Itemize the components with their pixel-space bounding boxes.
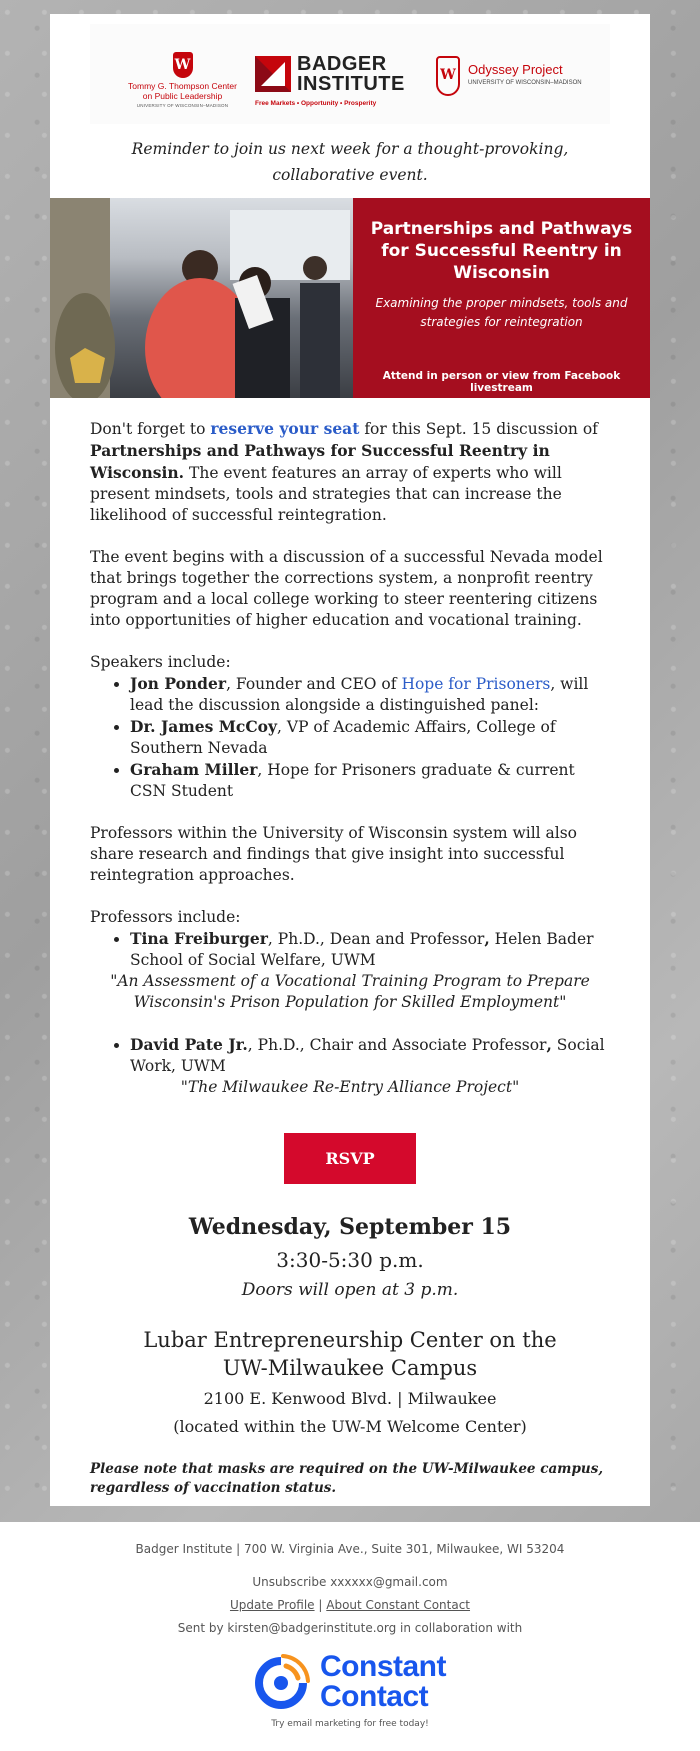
footer-links xyxy=(0,1598,700,1612)
speakers-list xyxy=(90,673,610,802)
professor-item xyxy=(130,1034,610,1077)
venue-location-note: (located within the UW-M Welcome Center) xyxy=(173,1417,527,1436)
cc-tagline: Try email marketing for free today! xyxy=(271,1719,429,1729)
footer-sent-by: Sent by kirsten@badgerinstitute.org in collaboration with xyxy=(177,1621,523,1635)
odyssey-sub: UNIVERSITY OF WISCONSIN–MADISON xyxy=(468,80,582,86)
cc-line2: Contact xyxy=(320,1680,429,1713)
cc-line1: Constant xyxy=(320,1650,446,1683)
email-body xyxy=(90,418,610,1098)
professor-title: , Ph.D., Dean and Professor xyxy=(267,930,485,948)
hero-panel xyxy=(353,198,650,398)
footer-separator: | xyxy=(318,1598,323,1612)
speaker-item xyxy=(130,673,610,716)
professor-name: David Pate Jr. xyxy=(130,1035,248,1054)
event-date: Wednesday, September 15 xyxy=(188,1214,512,1240)
uw-crest-icon: W xyxy=(173,52,193,78)
hero-title: Partnerships and Pathways for Successful Reentry in Wisconsin xyxy=(370,219,633,283)
about-constant-contact-link[interactable]: About Constant Contact xyxy=(326,1598,471,1612)
professors-intro: Professors include: xyxy=(90,908,241,926)
masks-note: Please note that masks are required on the UW-Milwaukee campus, regardless of vaccination status. xyxy=(90,1461,604,1496)
professors-paragraph: Professors within the University of Wisconsin system will also share research and findings that give insight into successful reintegration approaches. xyxy=(90,824,578,884)
event-photo-illustration xyxy=(50,198,353,398)
professor-quote: "An Assessment of a Vocational Training Program to Prepare Wisconsin's Prison Population for Skilled Employment" xyxy=(110,972,590,1011)
badger-title xyxy=(297,54,405,94)
venue-address: 2100 E. Kenwood Blvd. | Milwaukee xyxy=(203,1389,497,1408)
speaker-name: Jon Ponder xyxy=(130,674,227,693)
speaker-name: Graham Miller xyxy=(130,760,258,779)
thompson-center-logo xyxy=(120,52,245,108)
speaker-item xyxy=(130,716,610,759)
p1-text-b: for this Sept. 15 discussion of xyxy=(359,420,598,438)
constant-contact-wordmark xyxy=(320,1652,446,1712)
event-name-bold: Partnerships and Pathways for Successful Reentry in Wisconsin. xyxy=(90,441,550,482)
speaker-desc: , Hope for Prisoners graduate & current CSN Student xyxy=(130,761,575,800)
odyssey-name: Odyssey Project xyxy=(468,62,563,77)
badger-line1: BADGER xyxy=(297,53,387,75)
p1-text-c: The event features an array of experts who will present mindsets, tools and strategies that can increase the likelihood of successful reintegration. xyxy=(90,464,562,524)
unsubscribe-link[interactable]: Unsubscribe xyxy=(252,1575,327,1589)
professors-list-1 xyxy=(90,928,610,971)
odyssey-project-logo xyxy=(436,56,596,106)
event-photo xyxy=(50,198,353,398)
hero-subtitle: Examining the proper mindsets, tools and strategies for reintegration xyxy=(375,296,628,329)
reminder-text: Reminder to join us next week for a thought-provoking, collaborative event. xyxy=(131,140,569,184)
footer-address: Badger Institute | 700 W. Virginia Ave., Suite 301, Milwaukee, WI 53204 xyxy=(135,1542,565,1556)
update-profile-link[interactable]: Update Profile xyxy=(229,1598,315,1612)
constant-contact-logo[interactable] xyxy=(250,1652,450,1714)
speaker-item xyxy=(130,759,610,802)
speaker-desc: , VP of Academic Affairs, College of Southern Nevada xyxy=(130,718,556,757)
badger-line2: INSTITUTE xyxy=(297,73,405,95)
thompson-name-line1: Tommy G. Thompson Center xyxy=(128,81,237,91)
professor-item xyxy=(130,928,610,971)
speaker-desc: , Founder and CEO of xyxy=(226,675,402,693)
speaker-name: Dr. James McCoy xyxy=(130,717,278,736)
badger-institute-logo xyxy=(255,54,415,114)
venue-line1: Lubar Entrepreneurship Center on the xyxy=(143,1328,557,1352)
professor-comma: , xyxy=(484,929,490,948)
professor-quote: "The Milwaukee Re-Entry Alliance Project" xyxy=(180,1078,520,1096)
thompson-sub: UNIVERSITY OF WISCONSIN–MADISON xyxy=(136,103,229,108)
event-time: 3:30-5:30 p.m. xyxy=(276,1248,424,1272)
intro-paragraph xyxy=(90,418,610,526)
venue-name xyxy=(90,1326,610,1382)
doors-open-note: Doors will open at 3 p.m. xyxy=(241,1280,459,1300)
odyssey-crest-icon: W xyxy=(436,56,460,96)
professor-dept: Helen Bader School of Social Welfare, UWM xyxy=(130,930,594,969)
logo-banner xyxy=(90,24,610,124)
professor-title: , Ph.D., Chair and Associate Professor xyxy=(247,1036,547,1054)
hope-for-prisoners-link[interactable]: Hope for Prisoners xyxy=(401,675,551,693)
p1-text-a: Don't forget to xyxy=(90,420,211,438)
footer-unsubscribe xyxy=(0,1575,700,1589)
speakers-intro: Speakers include: xyxy=(90,653,231,671)
rsvp-button[interactable]: RSVP xyxy=(284,1133,416,1184)
professors-list-2 xyxy=(90,1034,610,1077)
venue-line2: UW-Milwaukee Campus xyxy=(222,1356,478,1380)
professor-comma: , xyxy=(546,1035,552,1054)
speaker-desc-end: , will lead the discussion alongside a distinguished panel: xyxy=(130,675,589,714)
professor-dept: Social Work, UWM xyxy=(130,1036,605,1075)
nevada-paragraph: The event begins with a discussion of a successful Nevada model that brings together the corrections system, a nonprofit reentry program and a local college working to steer reentering citizens into opportunities of higher education and vocational training. xyxy=(90,548,603,629)
unsubscribe-email: xxxxxx@gmail.com xyxy=(330,1575,448,1589)
email-footer xyxy=(0,1522,700,1751)
constant-contact-icon xyxy=(250,1652,312,1714)
hero-banner[interactable] xyxy=(50,198,650,398)
hero-attend-note: Attend in person or view from Facebook livestream xyxy=(382,370,621,394)
badger-tagline: Free Markets • Opportunity • Prosperity xyxy=(255,100,377,107)
badger-mark-icon xyxy=(255,56,291,92)
email-card xyxy=(50,14,650,1506)
professor-name: Tina Freiburger xyxy=(130,929,268,948)
reserve-seat-link[interactable]: reserve your seat xyxy=(210,419,360,438)
thompson-name-line2: on Public Leadership xyxy=(142,91,223,101)
